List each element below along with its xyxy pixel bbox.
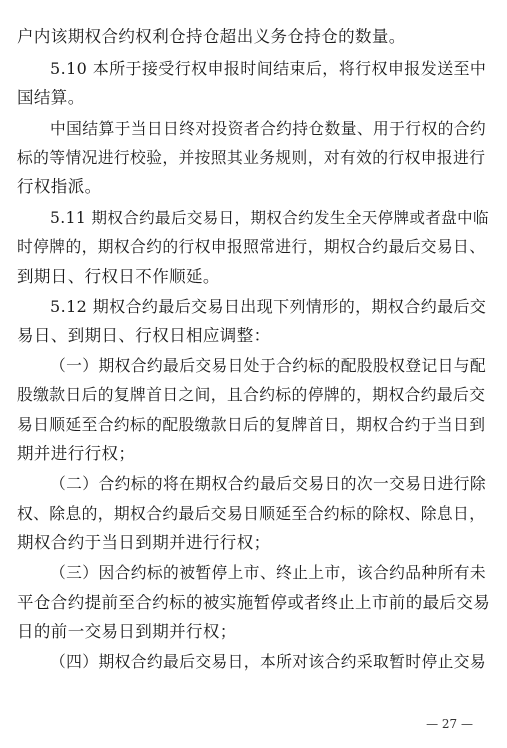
text-line: 5.11 期权合约最后交易日，期权合约发生全天停牌或者盘中临 bbox=[50, 209, 489, 227]
text-line: 中国结算于当日日终对投资者合约持仓数量、用于行权的合约 bbox=[50, 119, 487, 138]
text-line: 行权指派。 bbox=[17, 177, 102, 196]
text-line: 股缴款日后的复牌首日之间，且合约标的停牌的，期权合约最后交 bbox=[17, 385, 486, 404]
text-line: 5.10 本所于接受行权申报时间结束后，将行权申报发送至中 bbox=[50, 59, 487, 78]
text-line: 国结算。 bbox=[17, 88, 85, 107]
text-line: 户内该期权合约权利仓持仓超出义务仓持仓的数量。 bbox=[17, 27, 406, 46]
text-line: 5.12 期权合约最后交易日出现下列情形的，期权合约最后交 bbox=[50, 297, 487, 316]
text-line: 易日、到期日、行权日相应调整： bbox=[17, 326, 271, 345]
text-line: 时停牌的，期权合约的行权申报照常进行，期权合约最后交易日、 bbox=[17, 237, 486, 256]
text-line: 日的前一交易日到期并行权； bbox=[17, 622, 237, 641]
text-line: 期权合约于当日到期并进行行权； bbox=[17, 533, 271, 552]
text-line: 权、除息的，期权合约最后交易日顺延至合约标的除权、除息日， bbox=[17, 504, 486, 523]
text-line: 平仓合约提前至合约标的被实施暂停或者终止上市前的最后交易 bbox=[17, 593, 491, 612]
text-line: 期并进行行权； bbox=[17, 444, 136, 463]
text-line: 易日顺延至合约标的配股缴款日后的复牌首日，期权合约于当日到 bbox=[17, 415, 486, 434]
text-line: （二）合约标的将在期权合约最后交易日的次一交易日进行除 bbox=[50, 474, 487, 493]
text-line: （四）期权合约最后交易日，本所对该合约采取暂时停止交易 bbox=[50, 652, 487, 671]
page-number: — 27 — bbox=[426, 717, 473, 731]
text-line: 标的等情况进行校验，并按照其业务规则，对有效的行权申报进行 bbox=[17, 148, 486, 167]
text-line: （一）期权合约最后交易日处于合约标的配股股权登记日与配 bbox=[50, 356, 487, 375]
text-line: 到期日、行权日不作顺延。 bbox=[17, 267, 220, 286]
text-line: （三）因合约标的被暂停上市、终止上市，该合约品种所有未 bbox=[50, 563, 487, 582]
